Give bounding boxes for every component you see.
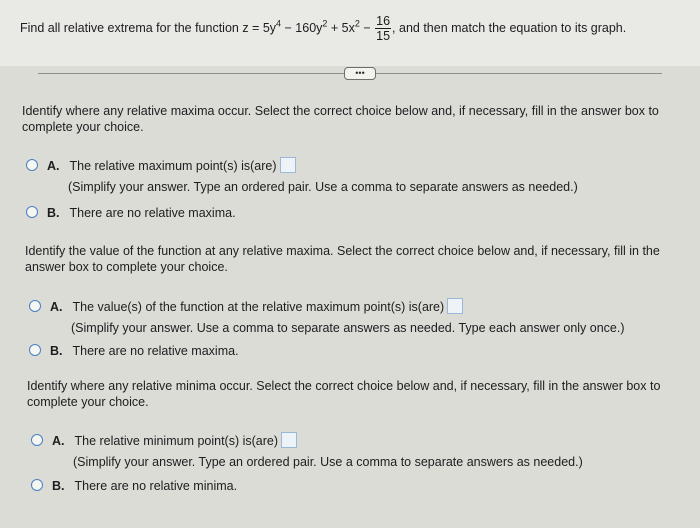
- fraction: [375, 14, 391, 43]
- radio-button[interactable]: [29, 344, 41, 356]
- expand-more-button[interactable]: •••: [344, 67, 376, 80]
- question-prompt: Identify where any relative minima occur. Select the correct choice below and, if necessary, fill in the answer box to complete your choice.: [27, 379, 661, 409]
- answer-input[interactable]: [281, 432, 297, 448]
- radio-button[interactable]: [26, 206, 38, 218]
- problem-term: −: [359, 20, 375, 35]
- choice-letter: B.: [52, 479, 65, 493]
- radio-button[interactable]: [31, 434, 43, 446]
- choice-text: The relative maximum point(s) is(are): [69, 159, 277, 173]
- answer-input[interactable]: [447, 298, 463, 314]
- exponent: 4: [276, 18, 282, 29]
- problem-term: − 160y: [281, 20, 323, 35]
- choice-text: There are no relative maxima.: [72, 344, 239, 358]
- choice-letter: A.: [52, 434, 65, 448]
- question-prompt: Identify the value of the function at any relative maxima. Select the correct choice below and, if necessary, fill in the answer box to complete your choice.: [25, 244, 660, 274]
- exponent: 2: [322, 18, 328, 29]
- radio-button[interactable]: [29, 300, 41, 312]
- fraction-numerator: 16: [376, 14, 391, 28]
- choice-text: The value(s) of the function at the relative maximum point(s) is(are): [72, 300, 445, 314]
- choice-letter: A.: [47, 159, 60, 173]
- choice-b[interactable]: [26, 205, 236, 221]
- choice-a[interactable]: [31, 432, 297, 449]
- choice-a[interactable]: [29, 298, 463, 315]
- problem-suffix: , and then match the equation to its graph.: [392, 20, 627, 35]
- answer-hint: (Simplify your answer. Type an ordered pair. Use a comma to separate answers as needed.): [68, 180, 578, 194]
- choice-text: There are no relative minima.: [74, 479, 238, 493]
- choice-b[interactable]: [31, 478, 237, 494]
- choice-b[interactable]: [29, 343, 239, 359]
- radio-button[interactable]: [31, 479, 43, 491]
- choice-text: There are no relative maxima.: [69, 206, 236, 220]
- problem-statement: [20, 14, 626, 43]
- fraction-denominator: 15: [376, 29, 391, 43]
- answer-input[interactable]: [280, 157, 296, 173]
- answer-hint: (Simplify your answer. Type an ordered pair. Use a comma to separate answers as needed.): [73, 455, 583, 469]
- choice-letter: A.: [50, 300, 63, 314]
- problem-term: + 5x: [327, 20, 355, 35]
- choice-letter: B.: [47, 206, 60, 220]
- choice-a[interactable]: [26, 157, 296, 174]
- question-prompt: Identify where any relative maxima occur. Select the correct choice below and, if necessary, fill in the answer box to complete your choice.: [22, 104, 659, 134]
- choice-text: The relative minimum point(s) is(are): [74, 434, 279, 448]
- exponent: 2: [354, 18, 360, 29]
- choice-letter: B.: [50, 344, 63, 358]
- radio-button[interactable]: [26, 159, 38, 171]
- problem-prefix: Find all relative extrema for the function z = 5y: [20, 20, 277, 35]
- answer-hint: (Simplify your answer. Use a comma to separate answers as needed. Type each answer only once.): [71, 321, 625, 335]
